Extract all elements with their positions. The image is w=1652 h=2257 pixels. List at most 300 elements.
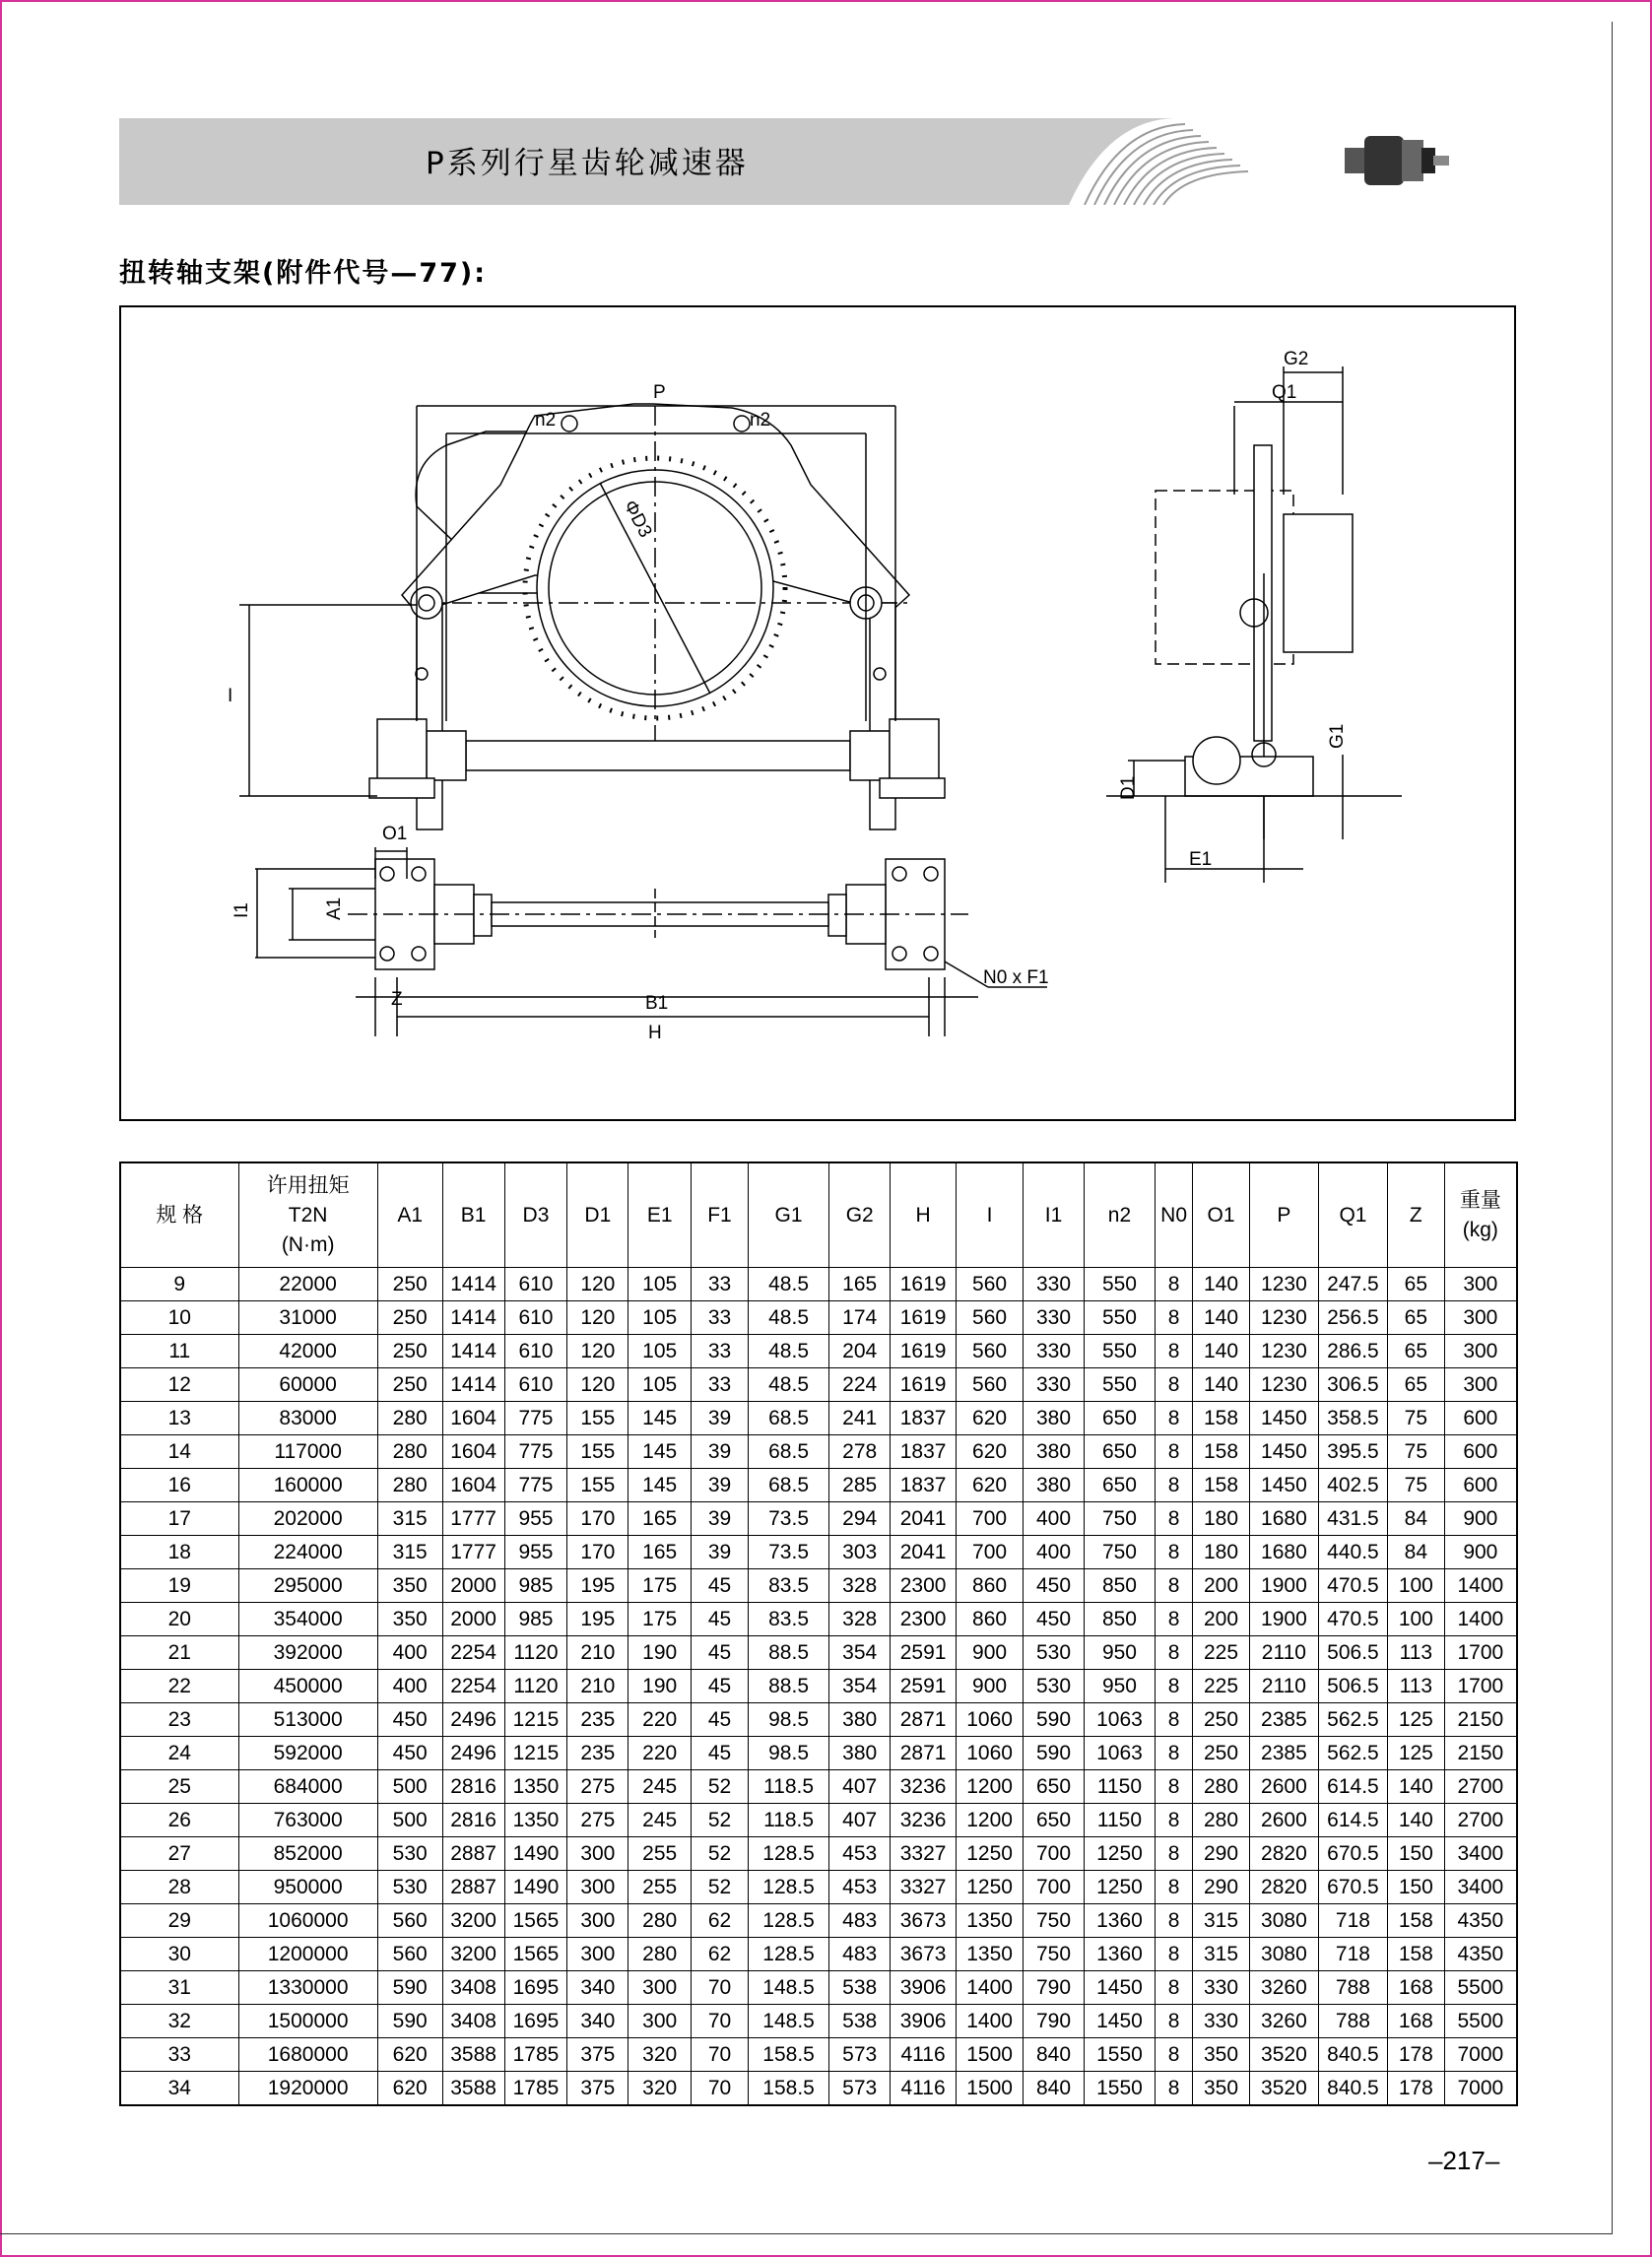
- table-cell: 590: [1024, 1703, 1085, 1737]
- column-header: H: [891, 1162, 957, 1268]
- table-cell: 1330000: [238, 1971, 377, 2005]
- table-cell: 83.5: [748, 1569, 828, 1603]
- table-cell: 48.5: [748, 1335, 828, 1368]
- table-cell: 330: [1193, 1971, 1250, 2005]
- table-cell: 300: [628, 1971, 692, 2005]
- table-cell: 763000: [238, 1804, 377, 1837]
- table-cell: 3400: [1444, 1871, 1517, 1904]
- table-cell: 48.5: [748, 1268, 828, 1301]
- table-cell: 2150: [1444, 1703, 1517, 1737]
- table-cell: 128.5: [748, 1837, 828, 1871]
- table-cell: 2110: [1249, 1636, 1318, 1670]
- table-cell: 1550: [1084, 2072, 1155, 2106]
- table-cell: 25: [120, 1770, 238, 1804]
- table-cell: 610: [504, 1268, 567, 1301]
- table-cell: 75: [1387, 1402, 1444, 1435]
- table-cell: 2041: [891, 1536, 957, 1569]
- table-cell: 590: [377, 2005, 442, 2038]
- table-cell: 2871: [891, 1737, 957, 1770]
- table-cell: 65: [1387, 1268, 1444, 1301]
- table-cell: 300: [1444, 1268, 1517, 1301]
- table-cell: 21: [120, 1636, 238, 1670]
- table-cell: 45: [692, 1737, 749, 1770]
- table-cell: 590: [377, 1971, 442, 2005]
- table-cell: 550: [1084, 1301, 1155, 1335]
- section-title: 扭转轴支架(附件代号—77):: [119, 258, 488, 289]
- table-cell: 1565: [504, 1938, 567, 1971]
- column-header: D1: [567, 1162, 628, 1268]
- table-cell: 358.5: [1318, 1402, 1387, 1435]
- table-cell: 1450: [1249, 1435, 1318, 1469]
- table-cell: 45: [692, 1636, 749, 1670]
- table-cell: 68.5: [748, 1469, 828, 1502]
- table-cell: 2887: [442, 1837, 504, 1871]
- table-cell: 1920000: [238, 2072, 377, 2106]
- table-cell: 620: [957, 1402, 1024, 1435]
- table-cell: 241: [829, 1402, 891, 1435]
- table-cell: 275: [567, 1770, 628, 1804]
- table-cell: 354000: [238, 1603, 377, 1636]
- table-cell: 1200000: [238, 1938, 377, 1971]
- table-cell: 2871: [891, 1703, 957, 1737]
- table-cell: 407: [829, 1770, 891, 1804]
- table-cell: 788: [1318, 2005, 1387, 2038]
- table-cell: 1230: [1249, 1368, 1318, 1402]
- table-cell: 165: [628, 1536, 692, 1569]
- label-E1: E1: [1189, 849, 1213, 870]
- table-cell: 145: [628, 1435, 692, 1469]
- label-D3: ΦD3: [619, 497, 656, 542]
- table-cell: 1350: [504, 1804, 567, 1837]
- table-cell: 3260: [1249, 2005, 1318, 2038]
- table-cell: 3236: [891, 1804, 957, 1837]
- table-row: [120, 1837, 1517, 1871]
- table-cell: 330: [1024, 1368, 1085, 1402]
- table-cell: 158: [1193, 1469, 1250, 1502]
- table-cell: 1063: [1084, 1703, 1155, 1737]
- table-cell: 125: [1387, 1703, 1444, 1737]
- table-cell: 3408: [442, 2005, 504, 2038]
- table-cell: 34: [120, 2072, 238, 2106]
- table-cell: 2385: [1249, 1703, 1318, 1737]
- table-cell: 750: [1084, 1502, 1155, 1536]
- table-cell: 650: [1024, 1770, 1085, 1804]
- table-cell: 280: [377, 1402, 442, 1435]
- table-cell: 330: [1193, 2005, 1250, 2038]
- column-header: I1: [1024, 1162, 1085, 1268]
- table-cell: 700: [957, 1502, 1024, 1536]
- table-cell: 1200: [957, 1804, 1024, 1837]
- table-cell: 120: [567, 1335, 628, 1368]
- table-cell: 250: [1193, 1737, 1250, 1770]
- table-cell: 1200: [957, 1770, 1024, 1804]
- table-cell: 550: [1084, 1368, 1155, 1402]
- table-cell: 1490: [504, 1837, 567, 1871]
- table-cell: 45: [692, 1603, 749, 1636]
- table-cell: 300: [567, 1837, 628, 1871]
- table-cell: 1450: [1084, 1971, 1155, 2005]
- label-G1: G1: [1327, 723, 1348, 749]
- table-cell: 220: [628, 1737, 692, 1770]
- table-cell: 530: [377, 1871, 442, 1904]
- table-cell: 400: [377, 1636, 442, 1670]
- table-row: [120, 1569, 1517, 1603]
- table-cell: 303: [829, 1536, 891, 1569]
- table-cell: 65: [1387, 1301, 1444, 1335]
- table-cell: 195: [567, 1569, 628, 1603]
- table-cell: 400: [1024, 1536, 1085, 1569]
- table-cell: 180: [1193, 1502, 1250, 1536]
- label-I1: I1: [231, 902, 252, 918]
- table-cell: 350: [1193, 2072, 1250, 2106]
- table-cell: 120: [567, 1301, 628, 1335]
- table-cell: 18: [120, 1536, 238, 1569]
- table-cell: 224: [829, 1368, 891, 1402]
- table-cell: 1060: [957, 1703, 1024, 1737]
- table-cell: 8: [1156, 1938, 1193, 1971]
- table-cell: 2496: [442, 1703, 504, 1737]
- table-cell: 431.5: [1318, 1502, 1387, 1536]
- table-cell: 7000: [1444, 2072, 1517, 2106]
- table-cell: 120: [567, 1368, 628, 1402]
- table-row: [120, 1301, 1517, 1335]
- table-row: [120, 1335, 1517, 1368]
- table-cell: 550: [1084, 1335, 1155, 1368]
- table-cell: 1450: [1084, 2005, 1155, 2038]
- table-cell: 407: [829, 1804, 891, 1837]
- table-cell: 450000: [238, 1670, 377, 1703]
- table-cell: 8: [1156, 1804, 1193, 1837]
- table-cell: 450: [377, 1703, 442, 1737]
- table-cell: 985: [504, 1569, 567, 1603]
- table-row: [120, 1636, 1517, 1670]
- table-cell: 118.5: [748, 1804, 828, 1837]
- table-cell: 8: [1156, 1871, 1193, 1904]
- table-cell: 174: [829, 1301, 891, 1335]
- table-cell: 718: [1318, 1904, 1387, 1938]
- table-cell: 225: [1193, 1636, 1250, 1670]
- table-cell: 600: [1444, 1402, 1517, 1435]
- table-cell: 31: [120, 1971, 238, 2005]
- table-cell: 1619: [891, 1268, 957, 1301]
- table-row: [120, 1536, 1517, 1569]
- table-cell: 45: [692, 1569, 749, 1603]
- table-cell: 3588: [442, 2038, 504, 2072]
- label-O1: O1: [382, 824, 408, 844]
- table-cell: 245: [628, 1804, 692, 1837]
- table-cell: 3673: [891, 1938, 957, 1971]
- table-cell: 840: [1024, 2072, 1085, 2106]
- table-cell: 140: [1387, 1770, 1444, 1804]
- table-cell: 2254: [442, 1670, 504, 1703]
- table-cell: 453: [829, 1871, 891, 1904]
- table-cell: 4116: [891, 2038, 957, 2072]
- table-cell: 200: [1193, 1569, 1250, 1603]
- table-cell: 31000: [238, 1301, 377, 1335]
- label-A1: A1: [324, 896, 345, 920]
- table-cell: 10: [120, 1301, 238, 1335]
- table-cell: 530: [1024, 1636, 1085, 1670]
- table-cell: 84: [1387, 1502, 1444, 1536]
- table-cell: 290: [1193, 1837, 1250, 1871]
- table-cell: 530: [1024, 1670, 1085, 1703]
- table-cell: 250: [377, 1335, 442, 1368]
- table-cell: 8: [1156, 1971, 1193, 2005]
- table-cell: 105: [628, 1335, 692, 1368]
- table-row: [120, 1971, 1517, 2005]
- table-cell: 16: [120, 1469, 238, 1502]
- column-header: E1: [628, 1162, 692, 1268]
- table-cell: 453: [829, 1837, 891, 1871]
- table-cell: 195: [567, 1603, 628, 1636]
- table-cell: 750: [1024, 1938, 1085, 1971]
- table-row: [120, 2072, 1517, 2106]
- table-cell: 1619: [891, 1368, 957, 1402]
- table-cell: 178: [1387, 2038, 1444, 2072]
- table-cell: 245: [628, 1770, 692, 1804]
- table-cell: 204: [829, 1335, 891, 1368]
- table-cell: 860: [957, 1603, 1024, 1636]
- table-cell: 775: [504, 1469, 567, 1502]
- table-cell: 2820: [1249, 1837, 1318, 1871]
- table-cell: 350: [1193, 2038, 1250, 2072]
- table-cell: 84: [1387, 1536, 1444, 1569]
- table-cell: 1785: [504, 2072, 567, 2106]
- table-cell: 560: [957, 1368, 1024, 1402]
- table-cell: 175: [628, 1569, 692, 1603]
- table-cell: 22000: [238, 1268, 377, 1301]
- table-cell: 168: [1387, 1971, 1444, 2005]
- table-row: [120, 1502, 1517, 1536]
- table-cell: 113: [1387, 1636, 1444, 1670]
- table-cell: 83000: [238, 1402, 377, 1435]
- table-cell: 1604: [442, 1435, 504, 1469]
- table-cell: 600: [1444, 1435, 1517, 1469]
- table-cell: 950000: [238, 1871, 377, 1904]
- table-cell: 168: [1387, 2005, 1444, 2038]
- table-cell: 1695: [504, 2005, 567, 2038]
- table-cell: 250: [377, 1301, 442, 1335]
- table-cell: 1250: [957, 1837, 1024, 1871]
- table-cell: 562.5: [1318, 1703, 1387, 1737]
- table-cell: 560: [377, 1904, 442, 1938]
- table-row: [120, 1469, 1517, 1502]
- table-cell: 1680: [1249, 1536, 1318, 1569]
- table-cell: 250: [377, 1368, 442, 1402]
- table-cell: 1060: [957, 1737, 1024, 1770]
- column-header: Z: [1387, 1162, 1444, 1268]
- table-cell: 140: [1193, 1301, 1250, 1335]
- table-cell: 8: [1156, 1335, 1193, 1368]
- table-cell: 39: [692, 1469, 749, 1502]
- table-cell: 3906: [891, 2005, 957, 2038]
- table-cell: 620: [957, 1435, 1024, 1469]
- table-cell: 2300: [891, 1603, 957, 1636]
- table-cell: 955: [504, 1502, 567, 1536]
- table-cell: 1619: [891, 1301, 957, 1335]
- table-cell: 150: [1387, 1837, 1444, 1871]
- table-cell: 200: [1193, 1603, 1250, 1636]
- table-cell: 1350: [504, 1770, 567, 1804]
- table-cell: 955: [504, 1536, 567, 1569]
- table-cell: 4350: [1444, 1904, 1517, 1938]
- table-cell: 42000: [238, 1335, 377, 1368]
- table-cell: 39: [692, 1435, 749, 1469]
- table-cell: 392000: [238, 1636, 377, 1670]
- table-cell: 1215: [504, 1737, 567, 1770]
- table-cell: 1120: [504, 1670, 567, 1703]
- table-cell: 275: [567, 1804, 628, 1837]
- table-cell: 900: [1444, 1502, 1517, 1536]
- table-cell: 450: [1024, 1569, 1085, 1603]
- label-D1: D1: [1118, 775, 1139, 800]
- table-cell: 224000: [238, 1536, 377, 1569]
- table-cell: 39: [692, 1502, 749, 1536]
- table-cell: 8: [1156, 2038, 1193, 2072]
- table-cell: 7000: [1444, 2038, 1517, 2072]
- table-cell: 70: [692, 2072, 749, 2106]
- table-cell: 500: [377, 1770, 442, 1804]
- table-cell: 12: [120, 1368, 238, 1402]
- table-cell: 235: [567, 1737, 628, 1770]
- table-cell: 8: [1156, 1435, 1193, 1469]
- column-header: I: [957, 1162, 1024, 1268]
- table-cell: 3327: [891, 1871, 957, 1904]
- table-cell: 1550: [1084, 2038, 1155, 2072]
- column-header: O1: [1193, 1162, 1250, 1268]
- table-cell: 150: [1387, 1871, 1444, 1904]
- table-cell: 300: [1444, 1368, 1517, 1402]
- table-cell: 2700: [1444, 1804, 1517, 1837]
- table-cell: 1350: [957, 1904, 1024, 1938]
- table-cell: 3906: [891, 1971, 957, 2005]
- table-cell: 8: [1156, 1603, 1193, 1636]
- table-cell: 340: [567, 2005, 628, 2038]
- column-header: B1: [442, 1162, 504, 1268]
- table-cell: 300: [567, 1871, 628, 1904]
- table-cell: 2600: [1249, 1770, 1318, 1804]
- table-cell: 113: [1387, 1670, 1444, 1703]
- table-cell: 70: [692, 1971, 749, 2005]
- table-cell: 1785: [504, 2038, 567, 2072]
- table-cell: 8: [1156, 1670, 1193, 1703]
- table-cell: 400: [377, 1670, 442, 1703]
- table-cell: 75: [1387, 1435, 1444, 1469]
- table-cell: 100: [1387, 1569, 1444, 1603]
- column-header: D3: [504, 1162, 567, 1268]
- column-header: N0: [1156, 1162, 1193, 1268]
- table-cell: 592000: [238, 1737, 377, 1770]
- table-cell: 180: [1193, 1536, 1250, 1569]
- table-cell: 614.5: [1318, 1770, 1387, 1804]
- table-cell: 950: [1084, 1670, 1155, 1703]
- table-cell: 1350: [957, 1938, 1024, 1971]
- label-H: H: [648, 1023, 662, 1043]
- table-cell: 52: [692, 1804, 749, 1837]
- table-cell: 210: [567, 1670, 628, 1703]
- table-cell: 65: [1387, 1335, 1444, 1368]
- table-cell: 190: [628, 1636, 692, 1670]
- table-cell: 2700: [1444, 1770, 1517, 1804]
- table-cell: 300: [628, 2005, 692, 2038]
- table-cell: 852000: [238, 1837, 377, 1871]
- table-cell: 506.5: [1318, 1636, 1387, 1670]
- column-header: P: [1249, 1162, 1318, 1268]
- table-cell: 160000: [238, 1469, 377, 1502]
- table-cell: 1680: [1249, 1502, 1318, 1536]
- table-cell: 1063: [1084, 1737, 1155, 1770]
- table-cell: 3588: [442, 2072, 504, 2106]
- table-cell: 380: [1024, 1469, 1085, 1502]
- table-cell: 573: [829, 2072, 891, 2106]
- table-cell: 250: [377, 1268, 442, 1301]
- table-cell: 1150: [1084, 1804, 1155, 1837]
- table-cell: 4350: [1444, 1938, 1517, 1971]
- table-row: [120, 1904, 1517, 1938]
- table-cell: 3327: [891, 1837, 957, 1871]
- table-cell: 3200: [442, 1938, 504, 1971]
- table-cell: 2110: [1249, 1670, 1318, 1703]
- column-header: 规 格: [120, 1162, 238, 1268]
- table-cell: 470.5: [1318, 1603, 1387, 1636]
- table-cell: 610: [504, 1335, 567, 1368]
- table-cell: 380: [829, 1737, 891, 1770]
- table-cell: 1414: [442, 1368, 504, 1402]
- table-cell: 128.5: [748, 1871, 828, 1904]
- table-cell: 2887: [442, 1871, 504, 1904]
- table-cell: 650: [1024, 1804, 1085, 1837]
- table-cell: 610: [504, 1368, 567, 1402]
- table-cell: 610: [504, 1301, 567, 1335]
- table-cell: 145: [628, 1402, 692, 1435]
- table-cell: 1900: [1249, 1603, 1318, 1636]
- table-cell: 11: [120, 1335, 238, 1368]
- table-cell: 538: [829, 2005, 891, 2038]
- table-cell: 315: [377, 1536, 442, 1569]
- table-cell: 30: [120, 1938, 238, 1971]
- table-cell: 790: [1024, 1971, 1085, 2005]
- label-n2-left: n2: [535, 410, 557, 431]
- table-cell: 500: [377, 1804, 442, 1837]
- table-cell: 320: [628, 2038, 692, 2072]
- table-cell: 280: [377, 1469, 442, 1502]
- table-cell: 1450: [1249, 1469, 1318, 1502]
- column-header: F1: [692, 1162, 749, 1268]
- table-cell: 375: [567, 2072, 628, 2106]
- table-cell: 840.5: [1318, 2038, 1387, 2072]
- table-cell: 20: [120, 1603, 238, 1636]
- table-cell: 62: [692, 1938, 749, 1971]
- table-cell: 483: [829, 1938, 891, 1971]
- table-cell: 985: [504, 1603, 567, 1636]
- table-cell: 560: [377, 1938, 442, 1971]
- table-cell: 1230: [1249, 1301, 1318, 1335]
- table-cell: 280: [628, 1938, 692, 1971]
- table-cell: 140: [1193, 1335, 1250, 1368]
- table-cell: 350: [377, 1603, 442, 1636]
- table-cell: 1565: [504, 1904, 567, 1938]
- table-cell: 380: [829, 1703, 891, 1737]
- table-cell: 8: [1156, 1536, 1193, 1569]
- table-cell: 26: [120, 1804, 238, 1837]
- table-cell: 3400: [1444, 1837, 1517, 1871]
- table-cell: 1700: [1444, 1670, 1517, 1703]
- table-cell: 1400: [957, 2005, 1024, 2038]
- table-cell: 8: [1156, 1368, 1193, 1402]
- table-cell: 2000: [442, 1603, 504, 1636]
- table-cell: 8: [1156, 1502, 1193, 1536]
- table-cell: 1360: [1084, 1938, 1155, 1971]
